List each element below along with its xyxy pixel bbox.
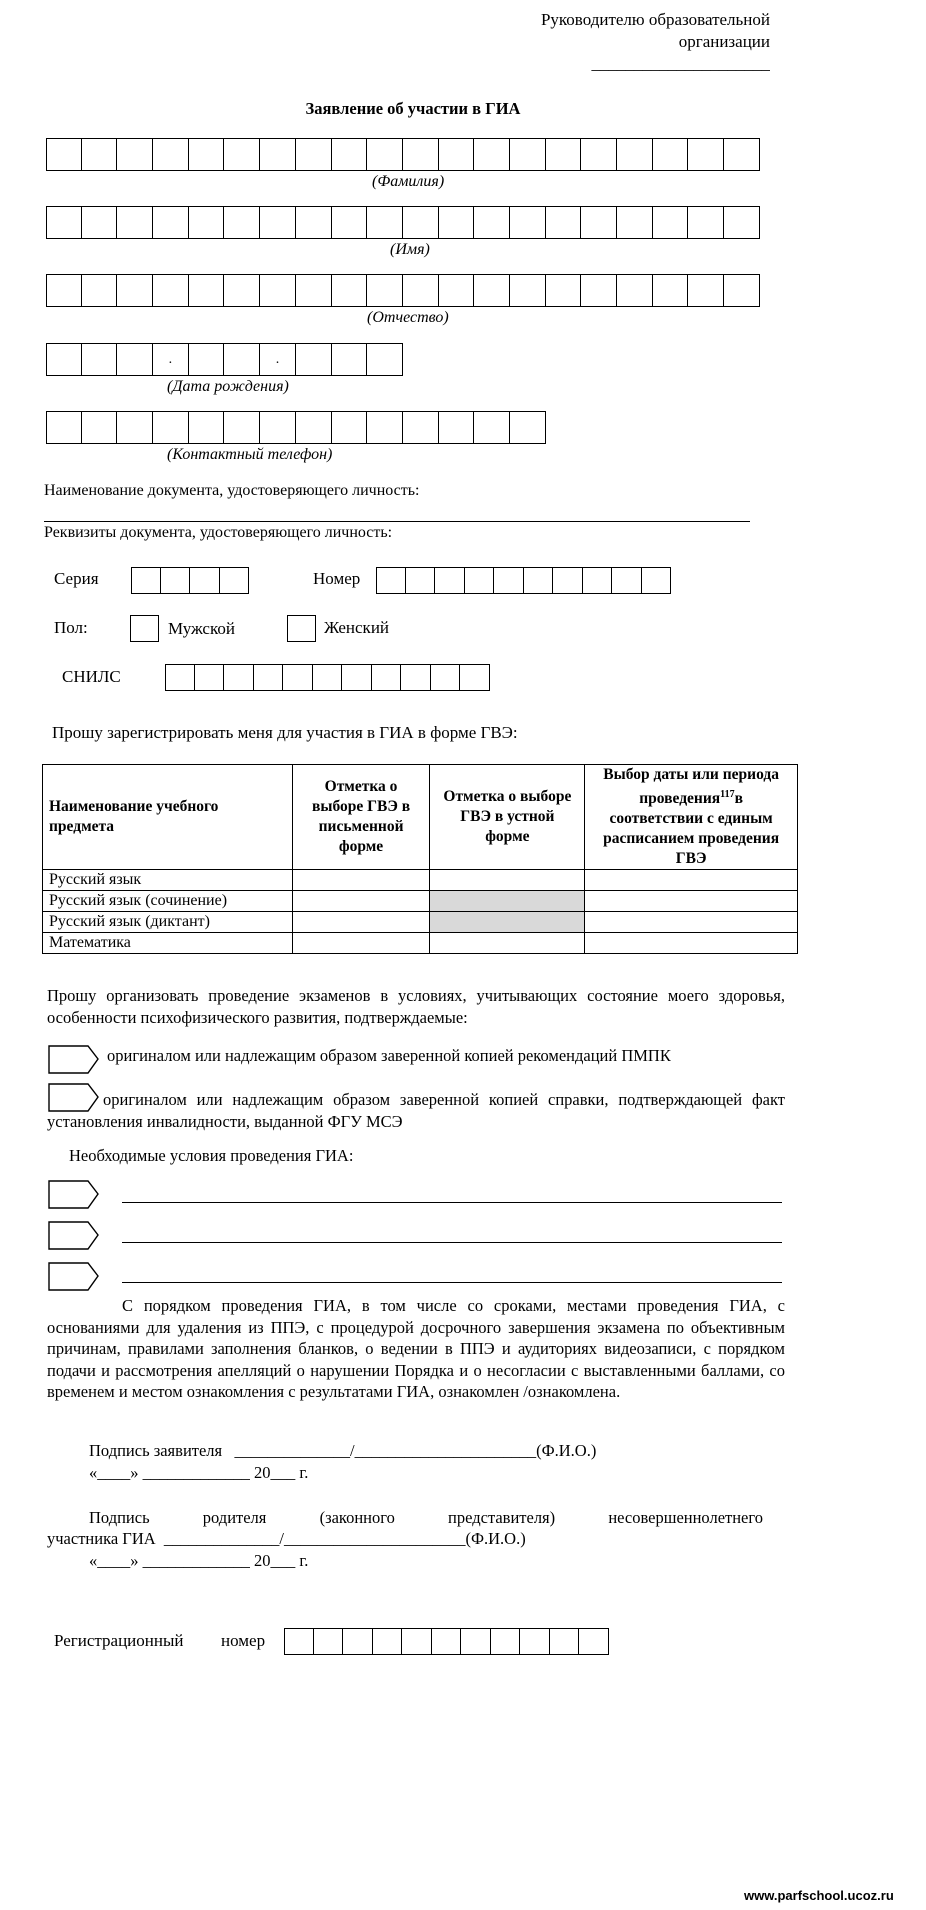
patronymic-cells[interactable]: [46, 274, 760, 307]
letter-cell[interactable]: [579, 1628, 609, 1655]
registration-label-word1: Регистрационный: [54, 1631, 184, 1650]
letter-cell[interactable]: [474, 206, 510, 239]
letter-cell[interactable]: [367, 138, 403, 171]
letter-cell[interactable]: [254, 664, 284, 691]
number-cells[interactable]: [376, 567, 671, 594]
letter-cell[interactable]: [439, 138, 475, 171]
conditions-intro: Прошу организовать проведение экзаменов в условиях, учитывающих состояние моего здоровья, особенности психофизического развития, подтверждаемые:: [47, 986, 785, 1027]
phone-cells[interactable]: [46, 411, 546, 444]
letter-cell[interactable]: [403, 138, 439, 171]
addressee-blank[interactable]: _____________________: [591, 54, 770, 73]
letter-cell[interactable]: [688, 206, 724, 239]
letter-cell[interactable]: [224, 664, 254, 691]
letter-cell[interactable]: [510, 206, 546, 239]
letter-cell[interactable]: [520, 1628, 550, 1655]
letter-cell[interactable]: [461, 1628, 491, 1655]
table-row: [43, 891, 798, 912]
letter-cell[interactable]: [546, 274, 582, 307]
letter-cell[interactable]: [189, 411, 225, 444]
letter-cell[interactable]: [460, 664, 490, 691]
letter-cell[interactable]: [189, 206, 225, 239]
letter-cell[interactable]: [260, 274, 296, 307]
letter-cell[interactable]: [367, 274, 403, 307]
letter-cell[interactable]: [642, 567, 672, 594]
letter-cell[interactable]: [546, 138, 582, 171]
written-mark-cell[interactable]: [292, 933, 430, 954]
letter-cell[interactable]: [550, 1628, 580, 1655]
phone-caption: (Контактный телефон): [167, 446, 333, 463]
condition-2-checkbox[interactable]: [48, 1221, 100, 1251]
name-caption: (Имя): [390, 241, 430, 258]
letter-cell[interactable]: [510, 411, 546, 444]
surname-caption: (Фамилия): [372, 173, 445, 190]
request-text: Прошу зарегистрировать меня для участия в ГИА в форме ГВЭ:: [52, 723, 518, 742]
gender-label: Пол:: [54, 618, 88, 637]
letter-cell[interactable]: [653, 274, 689, 307]
letter-cell[interactable]: [296, 343, 332, 376]
condition-1-line[interactable]: [122, 1190, 782, 1203]
surname-cells[interactable]: [46, 138, 760, 171]
letter-cell[interactable]: [220, 567, 250, 594]
header-written: Отметка о выборе ГВЭ в письменной форме: [292, 765, 430, 870]
letter-cell[interactable]: [439, 274, 475, 307]
letter-cell[interactable]: [189, 343, 225, 376]
letter-cell[interactable]: [153, 138, 189, 171]
table-row: [43, 933, 798, 954]
applicant-date-line[interactable]: «____» _____________ 20___ г.: [89, 1463, 309, 1482]
written-mark-cell[interactable]: [292, 891, 430, 912]
pmpk-checkbox[interactable]: [48, 1045, 100, 1075]
subject-name: Русский язык (диктант): [43, 912, 293, 933]
letter-cell[interactable]: [82, 206, 118, 239]
name-cells[interactable]: [46, 206, 760, 239]
letter-cell[interactable]: [260, 138, 296, 171]
letter-cell[interactable]: [376, 567, 406, 594]
condition-2-line[interactable]: [122, 1230, 782, 1243]
letter-cell[interactable]: [296, 411, 332, 444]
condition-3-line[interactable]: [122, 1270, 782, 1283]
date-choice-cell[interactable]: [585, 870, 798, 891]
letter-cell[interactable]: [190, 567, 220, 594]
birthdate-cells[interactable]: [46, 343, 403, 376]
letter-cell[interactable]: [296, 274, 332, 307]
letter-cell[interactable]: [474, 138, 510, 171]
table-row: [43, 870, 798, 891]
letter-cell[interactable]: [431, 664, 461, 691]
letter-cell[interactable]: [82, 411, 118, 444]
parent-date-line[interactable]: «____» _____________ 20___ г.: [89, 1551, 309, 1570]
letter-cell[interactable]: [296, 206, 332, 239]
letter-cell[interactable]: [367, 343, 403, 376]
letter-cell[interactable]: [332, 411, 368, 444]
parent-signature-line1: Подпись родителя (законного представителя) несовершеннолетнего: [89, 1508, 763, 1527]
letter-cell[interactable]: [332, 138, 368, 171]
letter-cell[interactable]: [435, 567, 465, 594]
condition-3-checkbox[interactable]: [48, 1262, 100, 1292]
letter-cell[interactable]: [153, 411, 189, 444]
letter-cell[interactable]: [439, 411, 475, 444]
male-label: Мужской: [168, 619, 235, 638]
letter-cell[interactable]: [131, 567, 161, 594]
subject-name: Русский язык (сочинение): [43, 891, 293, 912]
date-separator-cell[interactable]: .: [260, 343, 296, 376]
subject-name: Математика: [43, 933, 293, 954]
oral-mark-cell-disabled: [430, 891, 585, 912]
letter-cell[interactable]: [82, 343, 118, 376]
letter-cell[interactable]: [260, 206, 296, 239]
doc-name-line[interactable]: [44, 503, 750, 522]
oral-mark-cell-disabled: [430, 912, 585, 933]
letter-cell[interactable]: [402, 1628, 432, 1655]
letter-cell[interactable]: [612, 567, 642, 594]
letter-cell[interactable]: [653, 206, 689, 239]
letter-cell[interactable]: [284, 1628, 314, 1655]
header-date-post: в соответствии с единым расписанием проведения ГВЭ: [603, 790, 780, 868]
letter-cell[interactable]: [432, 1628, 462, 1655]
female-checkbox[interactable]: [287, 615, 316, 642]
header-date-pre: Выбор даты или периода проведения: [603, 766, 779, 808]
snils-cells[interactable]: [165, 664, 490, 691]
letter-cell[interactable]: [581, 138, 617, 171]
male-checkbox[interactable]: [130, 615, 159, 642]
letter-cell[interactable]: [314, 1628, 344, 1655]
letter-cell[interactable]: [724, 138, 760, 171]
letter-cell[interactable]: [403, 206, 439, 239]
letter-cell[interactable]: [553, 567, 583, 594]
snils-label: СНИЛС: [62, 667, 121, 686]
date-separator-cell[interactable]: .: [153, 343, 189, 376]
letter-cell[interactable]: [373, 1628, 403, 1655]
series-label: Серия: [54, 569, 99, 588]
letter-cell[interactable]: [313, 664, 343, 691]
patronymic-caption: (Отчество): [367, 309, 449, 326]
letter-cell[interactable]: [510, 138, 546, 171]
letter-cell[interactable]: [617, 274, 653, 307]
letter-cell[interactable]: [46, 206, 82, 239]
letter-cell[interactable]: [296, 138, 332, 171]
subjects-table: [42, 764, 798, 954]
footnote-117: 117: [720, 789, 735, 800]
letter-cell[interactable]: [439, 206, 475, 239]
needed-conditions-label: Необходимые условия проведения ГИА:: [69, 1146, 354, 1165]
letter-cell[interactable]: [117, 274, 153, 307]
letter-cell[interactable]: [224, 343, 260, 376]
letter-cell[interactable]: [367, 411, 403, 444]
applicant-signature-line[interactable]: Подпись заявителя ______________/______________________(Ф.И.О.): [89, 1441, 597, 1460]
letter-cell[interactable]: [117, 138, 153, 171]
site-watermark: www.parfschool.ucoz.ru: [744, 1888, 894, 1903]
letter-cell[interactable]: [332, 274, 368, 307]
doc-details-label: Реквизиты документа, удостоверяющего личность:: [44, 524, 393, 541]
addressee-line1: Руководителю образовательной: [540, 10, 770, 29]
letter-cell[interactable]: [224, 274, 260, 307]
letter-cell[interactable]: [153, 206, 189, 239]
letter-cell[interactable]: [195, 664, 225, 691]
written-mark-cell[interactable]: [292, 870, 430, 891]
acknowledgement-text: С порядком проведения ГИА, в том числе со сроками, местами проведения ГИА, с основаниями для удаления из ППЭ, с процедурой досрочного завершения экзамена по объективным причинам, правилами заполнения бланков, о ведении в ППЭ и аудиториях видеозаписи, с порядком подачи и рассмотрения апелляций о нарушении Порядка и о несогласии с выставленными баллами, со временем и местом ознакомления с результатами ГИА, ознакомлен /ознакомлена.: [47, 1296, 785, 1401]
letter-cell[interactable]: [224, 138, 260, 171]
number-label: Номер: [313, 569, 361, 588]
letter-cell[interactable]: [343, 1628, 373, 1655]
letter-cell[interactable]: [403, 411, 439, 444]
letter-cell[interactable]: [367, 206, 403, 239]
letter-cell[interactable]: [491, 1628, 521, 1655]
birthdate-caption: (Дата рождения): [167, 378, 289, 395]
letter-cell[interactable]: [510, 274, 546, 307]
doc-name-label: Наименование документа, удостоверяющего личность:: [44, 482, 420, 499]
letter-cell[interactable]: [260, 411, 296, 444]
letter-cell[interactable]: [583, 567, 613, 594]
letter-cell[interactable]: [46, 138, 82, 171]
table-row: [43, 912, 798, 933]
letter-cell[interactable]: [332, 206, 368, 239]
form-title: Заявление об участии в ГИА: [305, 99, 521, 118]
letter-cell[interactable]: [406, 567, 436, 594]
letter-cell[interactable]: [581, 206, 617, 239]
option-disability-label: оригиналом или надлежащим образом заверенной копией справки, подтверждающей факт установления инвалидности, выданной ФГУ МСЭ: [47, 1090, 785, 1131]
letter-cell[interactable]: [342, 664, 372, 691]
letter-cell[interactable]: [117, 411, 153, 444]
header-date: [585, 765, 798, 870]
letter-cell[interactable]: [117, 343, 153, 376]
letter-cell[interactable]: [224, 411, 260, 444]
letter-cell[interactable]: [189, 274, 225, 307]
letter-cell[interactable]: [82, 138, 118, 171]
subject-name: Русский язык: [43, 870, 293, 891]
letter-cell[interactable]: [494, 567, 524, 594]
letter-cell[interactable]: [688, 274, 724, 307]
letter-cell[interactable]: [161, 567, 191, 594]
letter-cell[interactable]: [474, 411, 510, 444]
letter-cell[interactable]: [581, 274, 617, 307]
letter-cell[interactable]: [189, 138, 225, 171]
female-label: Женский: [324, 618, 390, 637]
header-subject: Наименование учебного предмета: [43, 765, 293, 870]
letter-cell[interactable]: [617, 206, 653, 239]
letter-cell[interactable]: [724, 206, 760, 239]
letter-cell[interactable]: [465, 567, 495, 594]
date-choice-cell[interactable]: [585, 912, 798, 933]
letter-cell[interactable]: [46, 343, 82, 376]
condition-1-checkbox[interactable]: [48, 1180, 100, 1210]
oral-mark-cell[interactable]: [430, 870, 585, 891]
oral-mark-cell[interactable]: [430, 933, 585, 954]
option-pmpk-label: оригиналом или надлежащим образом заверенной копией рекомендаций ПМПК: [107, 1046, 671, 1065]
letter-cell[interactable]: [46, 274, 82, 307]
registration-cells[interactable]: [284, 1628, 609, 1655]
letter-cell[interactable]: [724, 274, 760, 307]
letter-cell[interactable]: [283, 664, 313, 691]
letter-cell[interactable]: [372, 664, 402, 691]
date-choice-cell[interactable]: [585, 933, 798, 954]
written-mark-cell[interactable]: [292, 912, 430, 933]
letter-cell[interactable]: [117, 206, 153, 239]
date-choice-cell[interactable]: [585, 891, 798, 912]
letter-cell[interactable]: [524, 567, 554, 594]
letter-cell[interactable]: [617, 138, 653, 171]
header-oral: Отметка о выборе ГВЭ в устной форме: [430, 765, 585, 870]
letter-cell[interactable]: [46, 411, 82, 444]
letter-cell[interactable]: [332, 343, 368, 376]
letter-cell[interactable]: [688, 138, 724, 171]
parent-signature-line2[interactable]: участника ГИА ______________/______________________(Ф.И.О.): [47, 1529, 526, 1548]
letter-cell[interactable]: [153, 274, 189, 307]
letter-cell[interactable]: [401, 664, 431, 691]
registration-label-word2: номер: [221, 1631, 266, 1650]
letter-cell[interactable]: [474, 274, 510, 307]
letter-cell[interactable]: [403, 274, 439, 307]
letter-cell[interactable]: [82, 274, 118, 307]
letter-cell[interactable]: [653, 138, 689, 171]
series-cells[interactable]: [131, 567, 249, 594]
letter-cell[interactable]: [165, 664, 195, 691]
addressee-line2: организации: [678, 32, 770, 51]
letter-cell[interactable]: [546, 206, 582, 239]
letter-cell[interactable]: [224, 206, 260, 239]
